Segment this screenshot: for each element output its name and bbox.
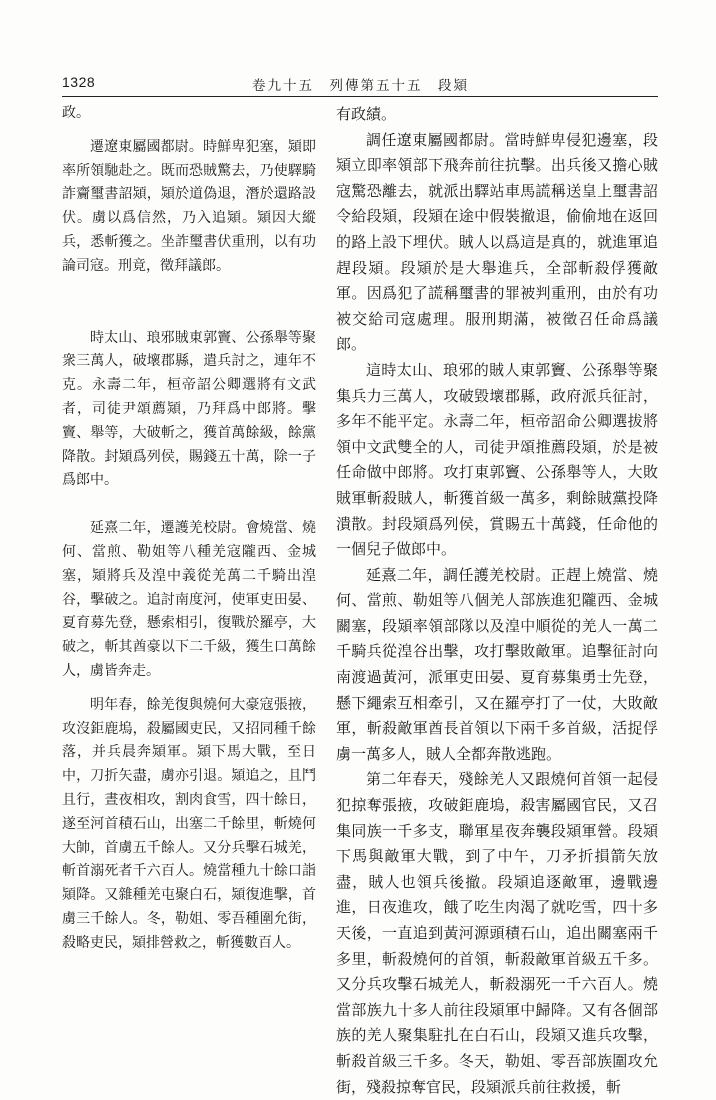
page-header	[62, 72, 654, 96]
translation-column	[336, 102, 658, 1100]
translation-paragraph: 第二年春天，殘餘羌人又跟燒何首領一起侵犯掠奪張掖，攻破鉅鹿塢，殺害屬國官民，又召集同族一千多支，聯軍星夜奔襲段熲軍營。段熲下馬與敵軍大戰，到了中午，刀矛折損箭矢放盡，賊人也領兵後撤。段熲追逐敵軍，邊戰邊進，日夜進攻，餓了吃生肉渴了就吃雪，四十多天後，一直追到黃河源頭積石山，追出關塞兩千多里，斬殺燒何的首領，斬殺敵軍首級五千多。又分兵攻擊石城羌人，斬殺溺死一千六百人。燒當部族九十多人前往段熲軍中歸降。又有各個部族的羌人聚集駐扎在白石山，段熲又進兵攻擊，斬殺首級三千多。冬天，勒姐、零吾部族圍攻允街，殘殺掠奪官民，段熲派兵前往救援，斬	[336, 770, 658, 1096]
page-number: 1328	[62, 74, 96, 90]
translation-paragraph: 有政績。	[336, 105, 397, 123]
original-paragraph: 明年春，餘羌復與燒何大豪寇張掖，攻沒鉅鹿塢，殺屬國吏民，又招同種千餘落，并兵晨奔熲軍。熲下馬大戰，至日中，刀折矢盡，虜亦引退。熲追之，且鬥且行，晝夜相攻，割肉食雪，四十餘日，遂至河首積石山，出塞二千餘里，斬燒何大帥，首虜五千餘人。又分兵擊石城羌，斬首溺死者千六百人。燒當種九十餘口詣熲降。又雜種羌屯聚白石，熲復進擊，首虜三千餘人。冬，勒姐、零吾種圍允街，殺略吏民，熲排營救之，斬獲數百人。	[62, 696, 316, 951]
translation-paragraph: 這時太山、琅邪的賊人東郭竇、公孫舉等聚集兵力三萬人，攻破毀壞郡縣，政府派兵征討，多年不能平定。永壽二年，桓帝詔命公卿選拔將領中文武雙全的人，司徒尹頌推薦段熲，於是被任命做中郎將。攻打東郭竇、公孫舉等人，大敗賊軍斬殺賊人，斬獲首級一萬多，剩餘賊黨投降潰散。封段熲爲列侯，賞賜五十萬錢，任命他的一個兒子做郎中。	[336, 360, 658, 559]
original-text-column	[62, 102, 316, 956]
original-paragraph: 時太山、琅邪賊東郭竇、公孫舉等聚衆三萬人，破壞郡縣，遣兵討之，連年不克。永壽二年，桓帝詔公卿選將有文武者，司徒尹頌薦熲，乃拜爲中郎將。擊竇、舉等，大破斬之，獲首萬餘級，餘黨降散。封熲爲列侯，賜錢五十萬，除一子爲郎中。	[62, 329, 316, 489]
original-paragraph: 遷遼東屬國都尉。時鮮卑犯塞，熲即率所領馳赴之。既而恐賊驚去，乃使驛騎詐齎璽書詔熲，熲於道偽退，潛於還路設伏。虜以爲信然，乃入追熲。熲因大縱兵，悉斬獲之。坐詐璽書伏重刑，以有功論司寇。刑竟，徵拜議郎。	[62, 138, 316, 274]
translation-paragraph: 調任遼東屬國都尉。當時鮮卑侵犯邊塞，段熲立即率領部下飛奔前往抗擊。出兵後又擔心賊寇驚恐離去，就派出驛站車馬謊稱送皇上璽書詔令給段熲，段熲在途中假裝撤退，偷偷地在返回的路上設下埋伏。賊人以爲這是真的，就進軍追趕段熲。段熲於是大舉進兵，全部斬殺俘獲敵軍。因爲犯了謊稱璽書的罪被判重刑，由於有功被交給司寇處理。服刑期滿，被徵召任命爲議郎。	[336, 130, 658, 354]
original-paragraph: 政。	[62, 105, 90, 121]
translation-paragraph: 延熹二年，調任護羌校尉。正趕上燒當、燒何、當煎、勒姐等八個羌人部族進犯隴西、金城關塞，段熲率領部隊以及湟中順從的羌人一萬二千騎兵從湟谷出擊，攻打擊敗敵軍。追擊征討向南渡過黃河，派軍吏田晏、夏育募集勇士先登，懸下繩索互相牽引，又在羅亭打了一仗，大敗敵軍，斬殺敵軍酋長首領以下兩千多首級，活捉俘虜一萬多人，賊人全都奔散逃跑。	[336, 565, 658, 763]
running-title: 卷九十五 列傳第五十五 段熲	[252, 78, 469, 94]
original-paragraph: 延熹二年，遷護羌校尉。會燒當、燒何、當煎、勒姐等八種羌寇隴西、金城塞，熲將兵及湟中義從羌萬二千騎出湟谷，擊破之。追討南度河，使軍吏田晏、夏育募先登，懸索相引，復戰於羅亭，大破之，斬其酋豪以下二千級，獲生口萬餘人，虜皆奔走。	[62, 520, 316, 679]
header-rule	[62, 96, 658, 97]
